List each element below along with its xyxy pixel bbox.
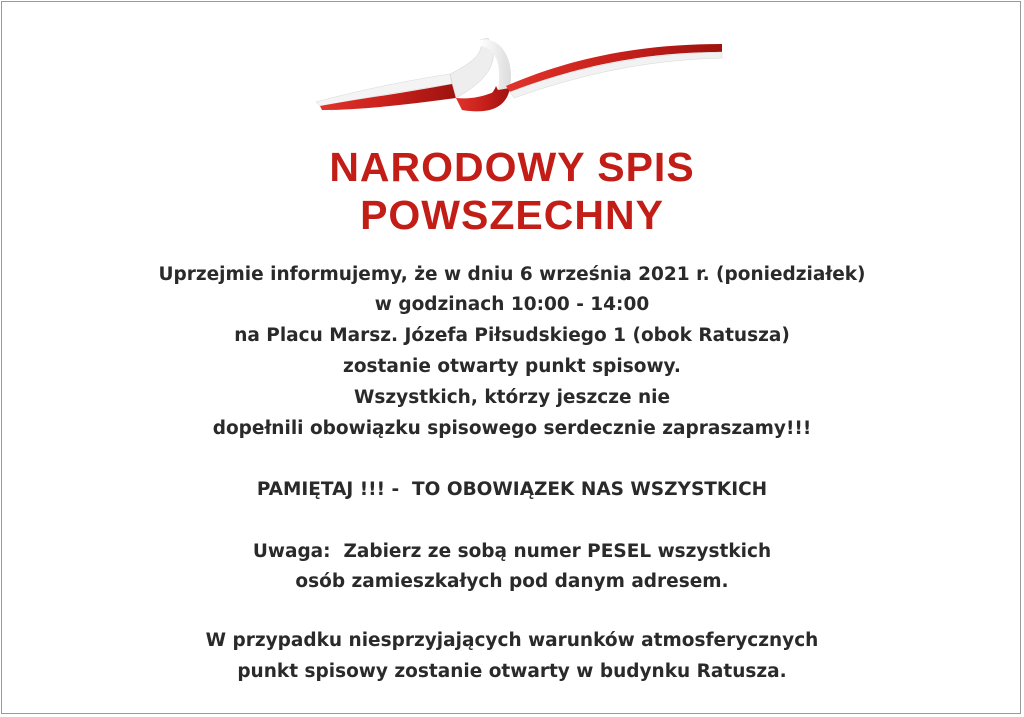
note-line-2: osób zamieszkałych pod danym adresem. [295, 571, 729, 592]
weather-line-2: punkt spisowy zostanie otwarty w budynku Ratusza. [237, 661, 787, 682]
announcement-line-5: Wszystkich, którzy jeszcze nie [353, 387, 671, 408]
reminder-line: PAMIĘTAJ !!! - TO OBOWIĄZEK NAS WSZYSTKICH [256, 479, 768, 500]
polish-flag-ribbon-logo [310, 18, 730, 128]
announcement-line-6: dopełnili obowiązku spisowego serdecznie zapraszamy!!! [212, 418, 812, 439]
announcement-line-4: zostanie otwarty punkt spisowy. [343, 356, 681, 377]
weather-line-1: W przypadku niesprzyjających warunków atmosferycznych [205, 630, 819, 651]
title-line-2: POWSZECHNY [360, 192, 664, 238]
announcement-line-3: na Placu Marsz. Józefa Piłsudskiego 1 (obok Ratusza) [234, 325, 790, 346]
announcement-line-1: Uprzejmie informujemy, że w dniu 6 września 2021 r. (poniedziałek) [158, 264, 866, 285]
title-line-1: NARODOWY SPIS [329, 144, 695, 190]
note-line-1: Uwaga: Zabierz ze sobą numer PESEL wszystkich [252, 541, 772, 562]
announcement-line-2: w godzinach 10:00 - 14:00 [374, 294, 650, 315]
